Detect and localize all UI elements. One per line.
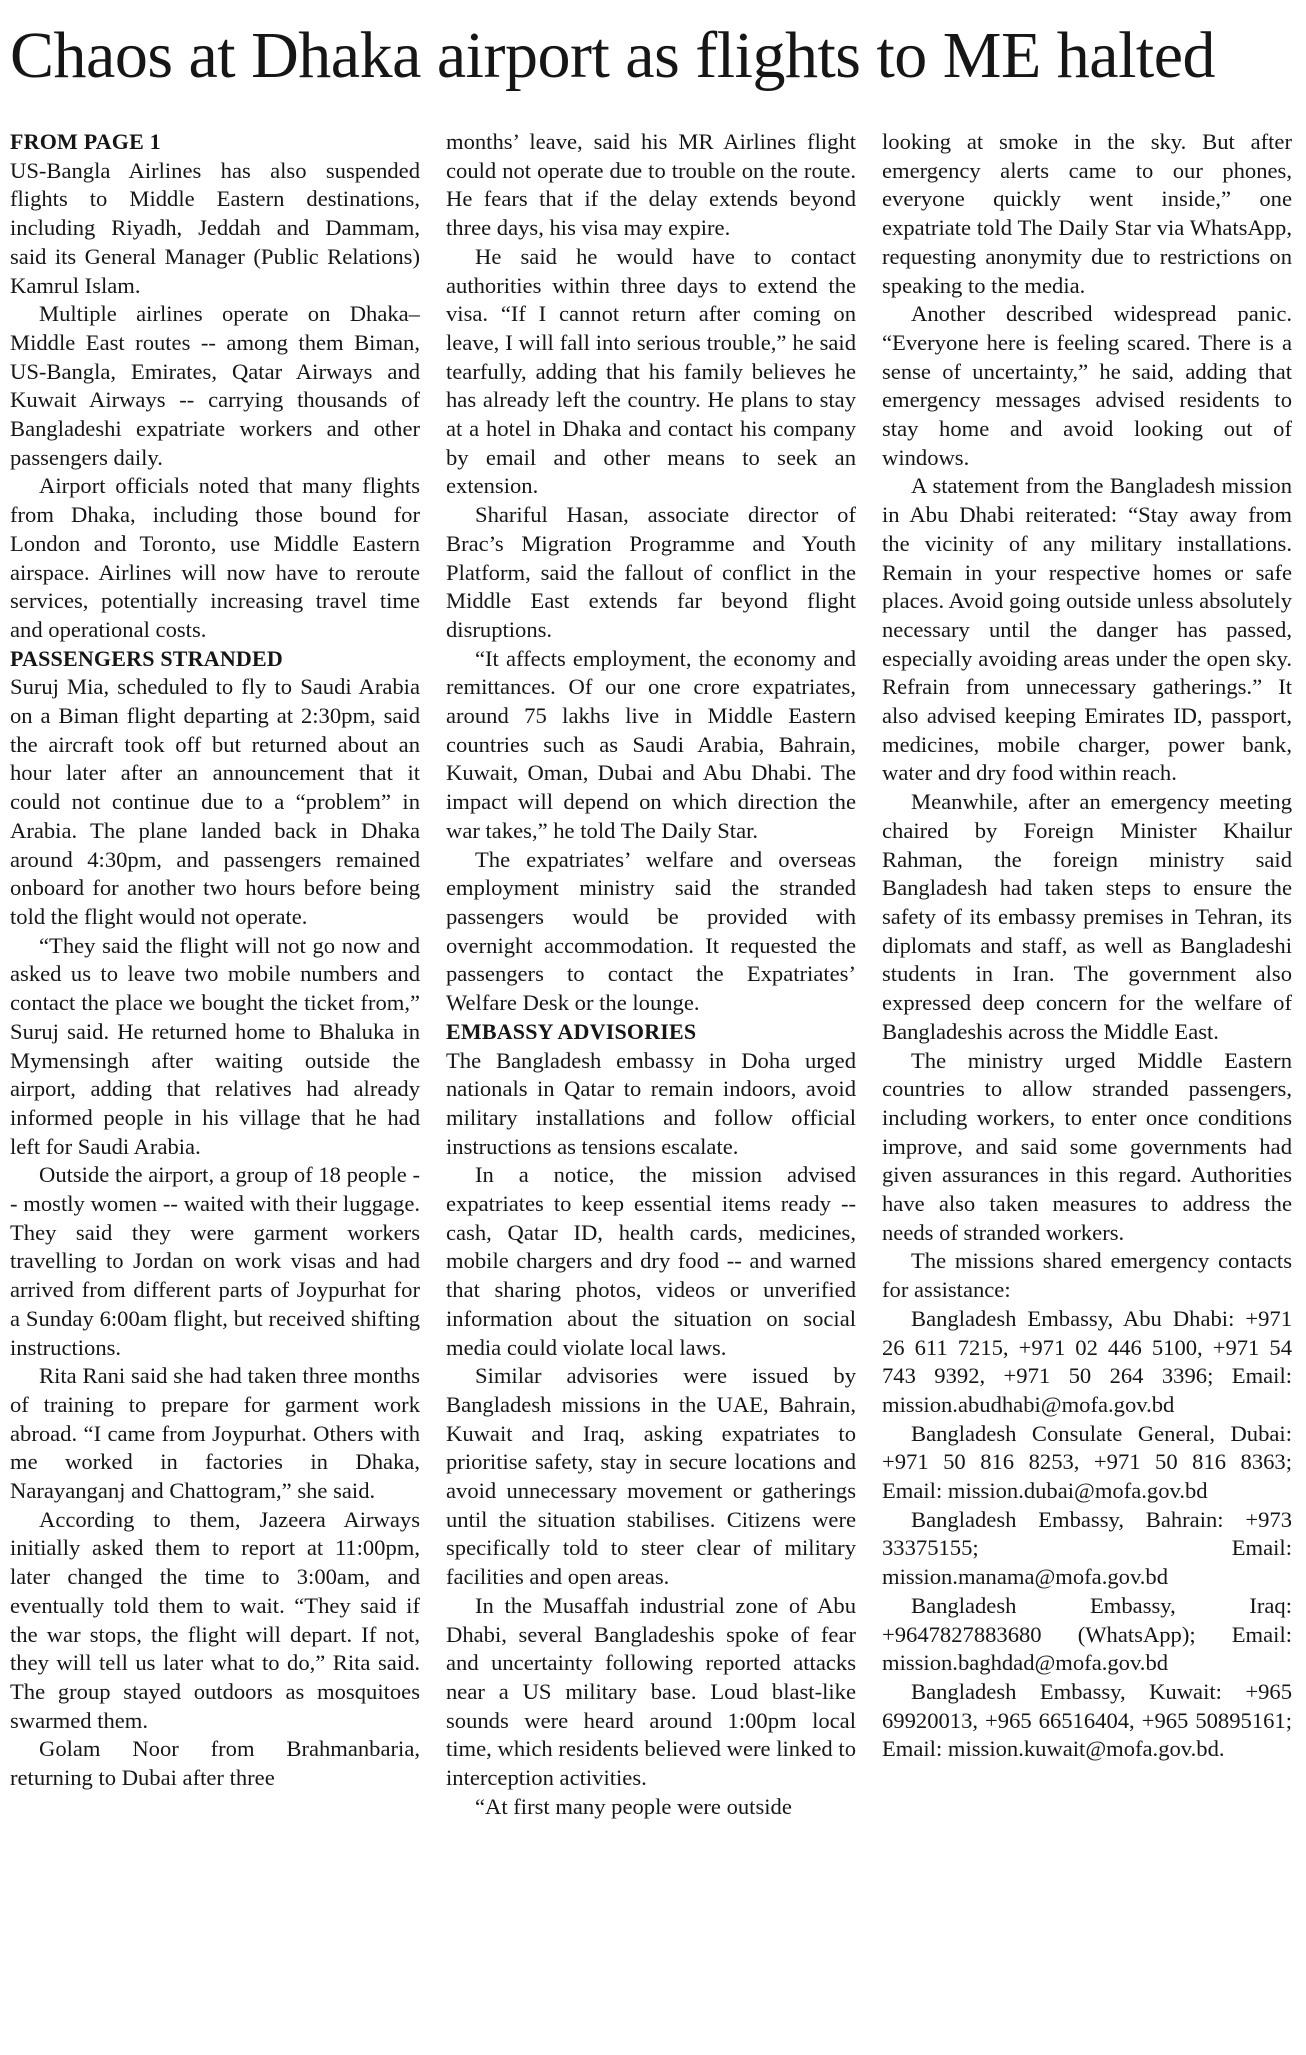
paragraph: Outside the airport, a group of 18 people -- mostly women -- waited with their luggage. They said they were garment workers travelling to Jordan on work visas and had arrived from different parts of Joypurhat for a Sunday 6:00am flight, but received shifting instructions. <box>10 1162 420 1360</box>
contact-abu-dhabi: Bangladesh Embassy, Abu Dhabi: +971 26 611 7215, +971 02 446 5100, +971 54 743 9392, +971 50 264 3396; Email: mission.abudhabi@mofa.gov.bd <box>882 1305 1292 1417</box>
paragraph: Another described widespread panic. “Everyone here is feeling scared. There is a sense of uncertainty,” he said, adding that emergency messages advised residents to stay home and avoid looking out of windows. <box>882 301 1292 470</box>
paragraph: In a notice, the mission advised expatriates to keep essential items ready -- cash, Qatar ID, health cards, medicines, mobile chargers and dry food -- and warned that sharing photos, videos or unverified information about the situation on social media could violate local laws. <box>446 1162 856 1360</box>
subheading-embassy-advisories: EMBASSY ADVISORIES <box>446 1018 697 1044</box>
paragraph: According to them, Jazeera Airways initially asked them to report at 11:00pm, later changed the time to 3:00am, and eventually told them to wait. “They said if the war stops, the flight will depart. If not, they will tell us later what to do,” Rita said. The group stayed outdoors as mosquitoes swarmed them. <box>10 1506 420 1733</box>
paragraph: The ministry urged Middle Eastern countries to allow stranded passengers, including workers, to enter once conditions improve, and said some governments had given assurances in this regard. Authorities have also taken measures to address the needs of stranded workers. <box>882 1047 1292 1245</box>
contact-dubai: Bangladesh Consulate General, Dubai: +971 50 816 8253, +971 50 816 8363; Email: mission.dubai@mofa.gov.bd <box>882 1420 1292 1504</box>
contact-kuwait: Bangladesh Embassy, Kuwait: +965 69920013, +965 66516404, +965 50895161; Email: mission.kuwait@mofa.gov.bd. <box>882 1678 1292 1762</box>
paragraph: “They said the flight will not go now and asked us to leave two mobile numbers and contact the place we bought the ticket from,” Suruj said. He returned home to Bhaluka in Mymensingh after waiting outside the airport, adding that relatives had already informed people in his village that he had left for Saudi Arabia. <box>10 932 420 1159</box>
contact-bahrain: Bangladesh Embassy, Bahrain: +973 33375155; Email: mission.manama@mofa.gov.bd <box>882 1506 1292 1590</box>
paragraph: A statement from the Bangladesh mission in Abu Dhabi reiterated: “Stay away from the vicinity of any military installations. Remain in your respective homes or safe places. Avoid going outside unless absolutely necessary until the danger has passed, especially avoiding areas under the open sky. Refrain from unnecessary gatherings.” It also advised keeping Emirates ID, passport, medicines, mobile charger, power bank, water and dry food within reach. <box>882 473 1292 786</box>
paragraph: Airport officials noted that many flights from Dhaka, including those bound for London and Toronto, use Middle Eastern airspace. Airlines will now have to reroute services, potentially increasing travel time and operational costs. <box>10 473 420 642</box>
paragraph: Meanwhile, after an emergency meeting chaired by Foreign Minister Khailur Rahman, the foreign ministry said Bangladesh had taken steps to ensure the safety of its embassy premises in Tehran, its diplomats and staff, as well as Bangladeshi students in Iran. The government also expressed deep concern for the welfare of Bangladeshis across the Middle East. <box>882 789 1292 1044</box>
paragraph: Similar advisories were issued by Bangladesh missions in the UAE, Bahrain, Kuwait and Iraq, asking expatriates to prioritise safety, stay in secure locations and avoid unnecessary movement or gatherings until the situation stabilises. Citizens were specifically told to steer clear of military facilities and open areas. <box>446 1363 856 1590</box>
column-1 <box>10 128 420 2055</box>
paragraph: Golam Noor from Brahmanbaria, returning to Dubai after three <box>10 1736 420 1791</box>
paragraph: The missions shared emergency contacts for assistance: <box>882 1248 1292 1303</box>
column-2 <box>446 128 856 2055</box>
paragraph: Shariful Hasan, associate director of Brac’s Migration Programme and Youth Platform, said the fallout of conflict in the Middle East extends far beyond flight disruptions. <box>446 502 856 642</box>
paragraph: The expatriates’ welfare and overseas employment ministry said the stranded passengers would be provided with overnight accommodation. It requested the passengers to contact the Expatriates’ Welfare Desk or the lounge. <box>446 846 856 1016</box>
contact-iraq: Bangladesh Embassy, Iraq: +9647827883680 (WhatsApp); Email: mission.baghdad@mofa.gov.bd <box>882 1592 1292 1676</box>
article-columns <box>10 128 1292 2055</box>
subheading-passengers-stranded: PASSENGERS STRANDED <box>10 645 283 671</box>
paragraph: The Bangladesh embassy in Doha urged nationals in Qatar to remain indoors, avoid military installations and follow official instructions as tensions escalate. <box>446 1047 856 1159</box>
column-3 <box>882 128 1292 2055</box>
headline: Chaos at Dhaka airport as flights to ME halted <box>10 19 1216 92</box>
paragraph: looking at smoke in the sky. But after emergency alerts came to our phones, everyone quickly went inside,” one expatriate told The Daily Star via WhatsApp, requesting anonymity due to restrictions on speaking to the media. <box>882 129 1292 298</box>
paragraph: months’ leave, said his MR Airlines flight could not operate due to trouble on the route. He fears that if the delay extends beyond three days, his visa may expire. <box>446 129 856 241</box>
paragraph: Multiple airlines operate on Dhaka–Middle East routes -- among them Biman, US-Bangla, Emirates, Qatar Airways and Kuwait Airways -- carrying thousands of Bangladeshi expatriate workers and other passengers daily. <box>10 301 420 470</box>
paragraph: “At first many people were outside <box>475 1793 792 1819</box>
paragraph: Suruj Mia, scheduled to fly to Saudi Arabia on a Biman flight departing at 2:30pm, said the aircraft took off but returned about an hour later after an announcement that it could not continue due to a “problem” in Arabia. The plane landed back in Dhaka around 4:30pm, and passengers remained onboard for another two hours before being told the flight would not operate. <box>10 674 420 929</box>
kicker: FROM PAGE 1 <box>10 129 161 154</box>
paragraph: In the Musaffah industrial zone of Abu Dhabi, several Bangladeshis spoke of fear and uncertainty following reported attacks near a US military base. Loud blast-like sounds were heard around 1:00pm local time, which residents believed were linked to interception activities. <box>446 1592 856 1791</box>
paragraph: Rita Rani said she had taken three months of training to prepare for garment work abroad. “I came from Joypurhat. Others with me worked in factories in Dhaka, Narayanganj and Chattogram,” she said. <box>10 1363 420 1504</box>
paragraph: US-Bangla Airlines has also suspended flights to Middle Eastern destinations, including Riyadh, Jeddah and Dammam, said its General Manager (Public Relations) Kamrul Islam. <box>10 157 420 298</box>
paragraph: He said he would have to contact authorities within three days to extend the visa. “If I cannot return after coming on leave, I will fall into serious trouble,” he said tearfully, adding that his family believes he has already left the country. He plans to stay at a hotel in Dhaka and contact his company by email and other means to seek an extension. <box>446 243 856 499</box>
paragraph: “It affects employment, the economy and remittances. Of our one crore expatriates, around 75 lakhs live in Middle Eastern countries such as Saudi Arabia, Bahrain, Kuwait, Oman, Dubai and Abu Dhabi. The impact will depend on which direction the war takes,” he told The Daily Star. <box>446 645 856 843</box>
